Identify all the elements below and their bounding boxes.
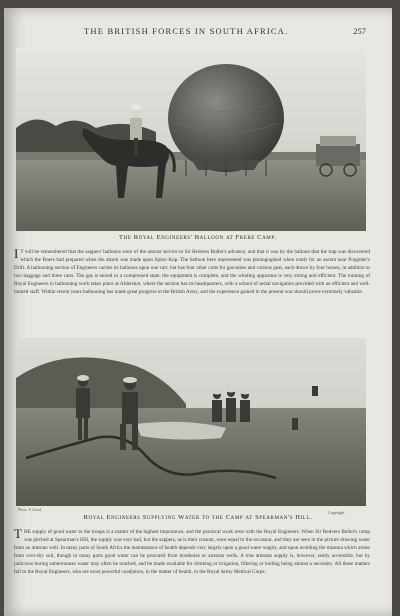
water-supply-photo-caption: Royal Engineers Supplying Water to the Camp at Spearman's Hill. (83, 514, 313, 521)
copyright-notice: Copyright. (328, 510, 346, 515)
water-supply-paragraph (14, 528, 370, 577)
water-supply-photo-image (16, 338, 366, 506)
balloon-paragraph-text: T will be remembered that the sappers' balloons were of the utmost service to Sir Redvers Buller's advance, and that it was by the balloon that the trap was discovered which the Boers had prepared when the attack was made upon Spion Kop. The balloon here represented was photographed when ready for an ascent near Potgieter's Drift. A ballooning section of Engineers carries its balloons upon one cart, but has four other carts for gas-tubes and various gear, each drawn by four horses, in addition to two baggage and three carts. The gas is stored in a compressed state, the equipment is complete, and the winding apparatus is very strong and efficient. The training of Royal Engineers in ballooning work takes place at Aldershot, where the section has its headquarters, with a school of aerial navigation provided with an efficient and well-trained staff. Within recent years ballooning has made great progress in the British Army, and the experience gained in the present war should prove extremely valuable. (14, 249, 370, 296)
balloon-paragraph-initial: I (14, 246, 19, 261)
photo-credit: Photo. F. Good. (18, 508, 42, 512)
page-header (4, 26, 392, 40)
water-supply-paragraph-initial: T (14, 526, 22, 541)
balloon-photo (16, 48, 366, 231)
balloon-photo-image (16, 48, 366, 231)
balloon-photo-caption: The Royal Engineers' Balloon at Frere Camp. (119, 234, 277, 241)
running-title: THE BRITISH FORCES IN SOUTH AFRICA. (84, 26, 289, 36)
balloon-paragraph (14, 248, 370, 297)
water-supply-photo (16, 338, 366, 506)
water-supply-paragraph-text: HE supply of good water to the troops is a matter of the highest importance, and the practical work rests with the Royal Engineers. When Sir Redvers Buller's camp was pitched at Spearman's Hill, the supply was very bad, but the sappers, as is their custom, were equal to the occasion, and they are seen in the picture drawing water from an artesian well. In many parts of South Africa the maintenance of health depends very largely upon a good water supply, and upon avoiding the miasma which arises from over-dry soil, though in many parts good water can be procured from boreholes or artesian wells. A true artesian supply is, however, rarely accessible, but by judicious boring subterranean water may often be reached, and be made available for drinking or irrigation, filtering or boiling being almost a necessity. All these matters fall to the Royal Engineers, who are most powerful coadjutors, in the matter of health, to the Royal Army Medical Corps. (14, 529, 370, 576)
book-page (4, 8, 392, 616)
page-number: 257 (353, 26, 366, 36)
